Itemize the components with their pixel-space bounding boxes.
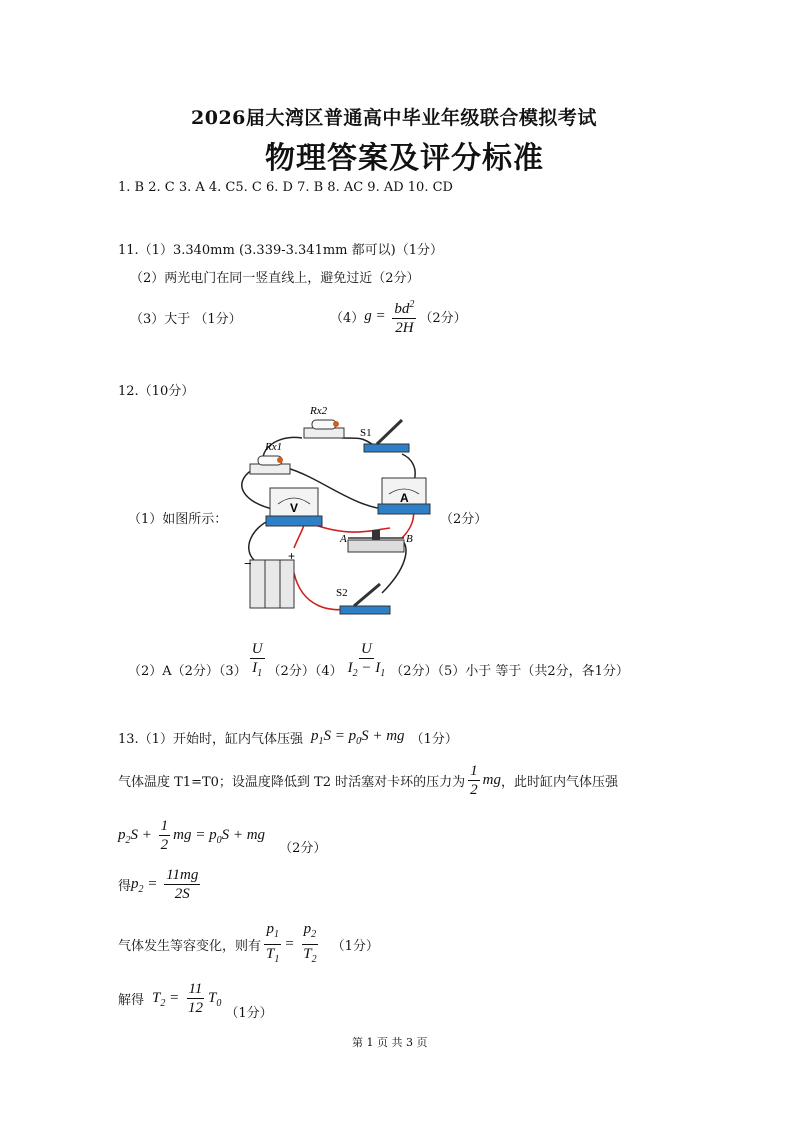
q12-part1-label: （1）如图所示： bbox=[128, 512, 228, 527]
q13-eq4: $\frac{p_1}{T_1}$ = $\frac{p_2}{T_2}$ bbox=[266, 921, 317, 965]
q13-l4-pre: 得 bbox=[118, 879, 132, 894]
label-a: A bbox=[400, 491, 409, 505]
q12-part1-score: （2分） bbox=[440, 512, 488, 527]
q11-part3: （3）大于 （1分） bbox=[130, 312, 242, 327]
q13-line2 bbox=[118, 762, 618, 799]
q13-l6-score: （1分） bbox=[225, 1006, 273, 1021]
q13-eq1: $p_1S = p_0S$ + mg bbox=[310, 728, 405, 747]
q13-mg: mg bbox=[482, 772, 501, 788]
label-s2: S2 bbox=[336, 587, 348, 599]
page-footer: 第 1 页 共 3 页 bbox=[352, 1036, 428, 1049]
q11-formula: g = $\frac{bd^2}{2H}$ bbox=[364, 296, 419, 337]
label-rx2: Rx2 bbox=[310, 405, 328, 417]
q13-eq3: $p_2$ = $\frac{11mg}{2S}$ bbox=[131, 867, 199, 902]
q13-line4 bbox=[118, 866, 203, 903]
q12-part3-score: （2分）（4） bbox=[267, 664, 343, 679]
q11-part4-score: （2分） bbox=[419, 311, 467, 326]
label-v: V bbox=[290, 501, 299, 515]
circuit-diagram bbox=[232, 398, 432, 628]
q13-eq5: $T_2$ = $\frac{11}{12}$ $T_0$ bbox=[152, 981, 222, 1016]
q11-part1: 11.（1）3.340mm (3.339-3.341mm 都可以)（1分） bbox=[118, 243, 443, 258]
label-minus: − bbox=[244, 556, 252, 571]
q13-l5-score: （1分） bbox=[331, 939, 379, 954]
label-s1: S1 bbox=[360, 427, 372, 439]
exam-title: 2026届大湾区普通高中毕业年级联合模拟考试 bbox=[191, 107, 597, 129]
q12-head: 12.（10分） bbox=[118, 384, 195, 399]
q13-l1-score: （1分） bbox=[410, 732, 458, 747]
q11-part4 bbox=[330, 296, 467, 337]
q13-l5-pre: 气体发生等容变化，则有 bbox=[118, 939, 262, 954]
q13-line5 bbox=[118, 920, 379, 969]
q13-line1 bbox=[118, 728, 458, 747]
q13-eq2: $p_2S$ + $\frac{1}{2}$ mg = $p_0S$ + mg bbox=[118, 818, 266, 853]
q13-l2-pre: 气体温度 T1=T0；设温度降低到 T2 时活塞对卡环的压力为 bbox=[118, 775, 466, 790]
q12-part4-formula: $\frac{U}{I_2 - I_1}$ bbox=[347, 641, 386, 679]
q11-part2: （2）两光电门在同一竖直线上，避免过近（2分） bbox=[130, 271, 420, 286]
label-rx1: Rx1 bbox=[265, 441, 283, 453]
q12-parts-2-5 bbox=[128, 640, 629, 683]
q13-l1-text: 13.（1）开始时，缸内气体压强 bbox=[118, 732, 303, 747]
label-end-b: B bbox=[406, 533, 413, 545]
q13-line3 bbox=[118, 815, 326, 856]
label-end-a: A bbox=[340, 533, 347, 545]
label-plus: + bbox=[288, 549, 296, 563]
q13-l3-score: （2分） bbox=[279, 841, 327, 856]
q13-line6 bbox=[118, 976, 273, 1021]
q13-half-frac: $\frac{1}{2}$ bbox=[470, 763, 478, 798]
q12-part4-score: （2分）（5）小于 等于（共2分，各1分） bbox=[390, 664, 629, 679]
mc-answers: 1. B 2. C 3. A 4. C5. C 6. D 7. B 8. AC 9. AD 10. CD bbox=[118, 180, 453, 195]
q11-part4-label: （4） bbox=[330, 311, 365, 326]
subject-title: 物理答案及评分标准 bbox=[265, 141, 544, 176]
q13-l2-post: ，此时缸内气体压强 bbox=[500, 775, 618, 790]
q13-l6-pre: 解得 bbox=[118, 993, 145, 1008]
q12-part3-formula: $\frac{U}{I_1}$ bbox=[251, 641, 263, 679]
q12-part2: （2）A（2分）（3） bbox=[128, 664, 247, 679]
